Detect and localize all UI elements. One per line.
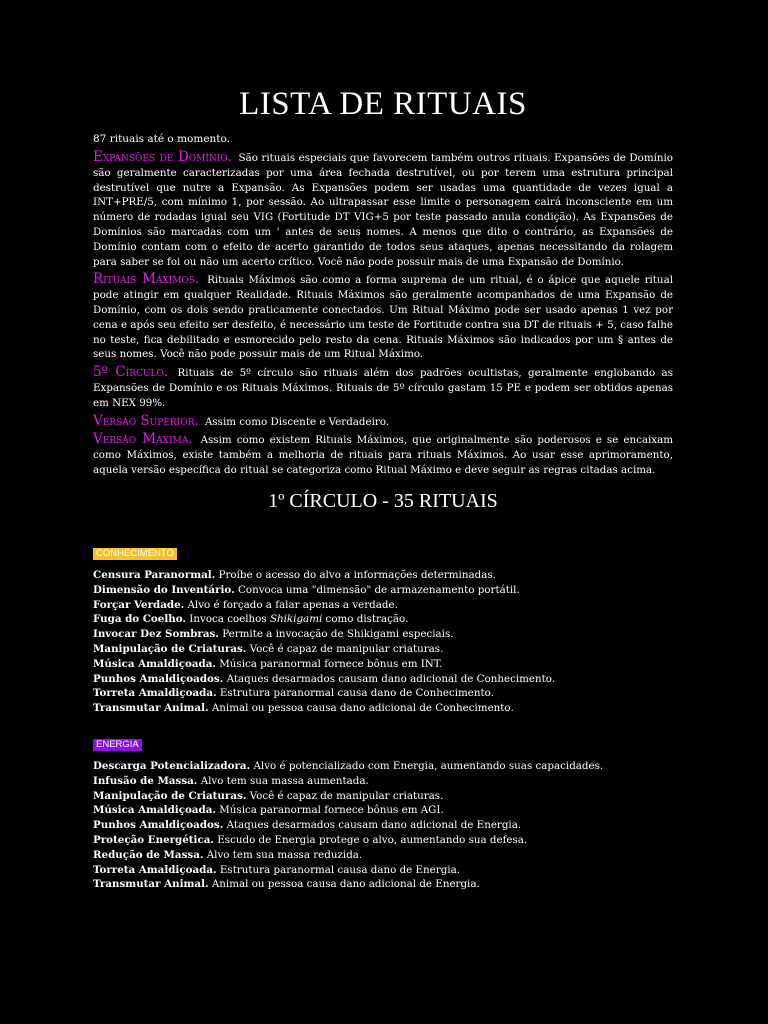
list-item [93, 568, 673, 583]
ritual-name: Dimensão do Inventário. [93, 583, 235, 596]
page-title: LISTA DE RITUAIS [239, 86, 527, 122]
ritual-name: Torreta Amaldiçoada. [93, 687, 217, 700]
ritual-name: Infusão de Massa. [93, 774, 198, 787]
ritual-desc: Alvo é forçado a falar apenas a verdade. [187, 598, 398, 611]
ritual-name: Forçar Verdade. [93, 598, 185, 611]
ritual-desc: Animal ou pessoa causa dano adicional de Energia. [211, 878, 480, 891]
list-item [93, 701, 673, 716]
ritual-name: Descarga Potencializadora. [93, 760, 251, 772]
list-item [93, 759, 673, 774]
list-item [93, 627, 673, 642]
ritual-name: Punhos Amaldiçoados. [93, 819, 224, 832]
ritual-name: Música Amaldiçoada. [93, 804, 216, 817]
ritual-name: Transmutar Animal. [93, 702, 209, 715]
ritual-desc: Convoca uma "dimensão" de armazenamento portátil. [238, 583, 520, 596]
intro-paragraph [93, 432, 673, 477]
paragraph-text: Rituais Máximos são como a forma suprema de um ritual, é o ápice que aquele ritual pode atingir em qualquer Realidade. Rituais Máximos são geralmente acompanhados de uma Expansão de Domínio, com os dois sendo praticamente conectados. Um Ritual Máximo pode ser usado apenas 1 vez por cena e após seu efeito ser desfeito, é necessário um teste de Fortitude contra sua DT de rituais + 5, caso falhe no teste, fica debilitado e esmorecido pelo resto da cena. Rituais Máximos são indicados por um § antes de seus nomes. Você não pode possuir mais de um Ritual Máximo. [93, 274, 673, 361]
paragraph-lead: 5º Círculo. [93, 364, 169, 381]
ritual-count: 87 rituais até o momento. [93, 133, 230, 145]
ritual-desc-emphasis: Shikigami [269, 613, 323, 626]
ritual-desc: Alvo é potencializado com Energia, aumentando suas capacidades. [253, 760, 604, 772]
intro-paragraph [93, 272, 673, 362]
list-item [93, 583, 673, 598]
ritual-desc: Animal ou pessoa causa dano adicional de Conhecimento. [211, 702, 514, 715]
intro-paragraph [93, 414, 673, 430]
element-tag-conhecimento: CONHECIMENTO [93, 548, 177, 560]
ritual-desc: Ataques desarmados causam dano adicional de Energia. [226, 819, 522, 832]
paragraph-lead: Versão Superior. [93, 412, 199, 429]
ritual-name: Manipulação de Criaturas. [93, 789, 247, 802]
list-item [93, 686, 673, 701]
ritual-name: Invocar Dez Sombras. [93, 628, 219, 641]
ritual-desc: Alvo tem sua massa reduzida. [206, 848, 363, 861]
ritual-desc: Permite a invocação de Shikigami especiais. [222, 628, 454, 641]
group-conhecimento [93, 541, 673, 716]
paragraph-text: São rituais especiais que favorecem também outros rituais. Expansões de Domínio são geralmente caracterizadas por uma área fechada destrutível, ou por terem uma estrutura principal destrutível que nutre a Expansão. As Expansões podem ser usadas uma quantidade de vezes igual a INT+PRE/5, com mínimo 1, por sessão. Ao ultrapassar esse limite o personagem cairá inconsciente em um número de rodadas igual seu VIG (Fortitude DT VIG+5 por teste passado anula condição). As Expansões de Domínios são marcadas com um ' antes de seus nomes. A menos que dito o contrário, as Expansões de Domínio contam com o efeito de acerto garantido de todos seus ataques, apenas necessitando da rolagem para saber se foi ou não um acerto crítico. Você não pode possuir mais de uma Expansão de Domínio. [93, 152, 673, 268]
list-item [93, 598, 673, 613]
group-energia [93, 732, 673, 892]
ritual-name: Transmutar Animal. [93, 878, 209, 891]
list-item [93, 672, 673, 687]
element-tag-energia: ENERGIA [93, 739, 142, 751]
intro-section [93, 150, 673, 481]
ritual-desc: Estrutura paranormal causa dano de Conhecimento. [219, 687, 494, 700]
ritual-list [93, 759, 673, 892]
ritual-name: Punhos Amaldiçoados. [93, 672, 224, 685]
ritual-desc: Alvo tem sua massa aumentada. [200, 774, 369, 787]
list-item [93, 863, 673, 878]
ritual-name: Música Amaldiçoada. [93, 657, 216, 670]
list-item [93, 848, 673, 863]
ritual-list [93, 568, 673, 716]
intro-paragraph [93, 150, 673, 269]
ritual-desc: Estrutura paranormal causa dano de Energia. [219, 863, 460, 876]
list-item [93, 774, 673, 789]
ritual-name: Manipulação de Criaturas. [93, 642, 247, 655]
paragraph-text: Assim como existem Rituais Máximos, que originalmente são poderosos e se encaixam como Máximos, existe também a melhoria de rituais para rituais Máximos. Ao usar esse aprimoramento, aquela versão específica do ritual se categoriza como Ritual Máximo e deve seguir as regras citadas acima. [93, 434, 673, 476]
ritual-desc: Música paranormal fornece bônus em INT. [219, 657, 443, 670]
ritual-name: Fuga do Coelho. [93, 613, 187, 626]
ritual-name: Proteção Energética. [93, 833, 214, 846]
ritual-desc: Você é capaz de manipular criaturas. [249, 642, 444, 655]
list-item [93, 818, 673, 833]
list-item [93, 657, 673, 672]
list-item [93, 642, 673, 657]
paragraph-lead: Versão Máxima. [93, 431, 193, 448]
intro-paragraph [93, 365, 673, 410]
list-item [93, 612, 673, 627]
ritual-desc: Invoca coelhos [189, 613, 267, 626]
section-heading: 1º CÍRCULO - 35 RITUAIS [268, 490, 498, 512]
ritual-name: Censura Paranormal. [93, 569, 216, 581]
ritual-name: Torreta Amaldiçoada. [93, 863, 217, 876]
list-item [93, 833, 673, 848]
ritual-desc: Você é capaz de manipular criaturas. [249, 789, 444, 802]
ritual-desc: Escudo de Energia protege o alvo, aumentando sua defesa. [217, 833, 528, 846]
paragraph-text: Rituais de 5º círculo são rituais além dos padrões ocultistas, geralmente englobando as Expansões de Domínio e os Rituais Máximos. Rituais de 5º círculo gastam 15 PE e podem ser obtidos apenas em NEX 99%. [93, 367, 673, 409]
paragraph-lead: Expansões de Domínio. [93, 149, 233, 165]
ritual-name: Redução de Massa. [93, 848, 204, 861]
paragraph-text: Assim como Discente e Verdadeiro. [204, 415, 390, 428]
ritual-desc: Ataques desarmados causam dano adicional de Conhecimento. [226, 672, 556, 685]
ritual-desc: como distração. [325, 613, 409, 626]
list-item [93, 789, 673, 804]
ritual-desc: Proíbe o acesso do alvo a informações determinadas. [218, 569, 496, 581]
list-item [93, 877, 673, 892]
paragraph-lead: Rituais Máximos. [93, 271, 200, 288]
ritual-desc: Música paranormal fornece bônus em AGI. [219, 804, 444, 817]
list-item [93, 803, 673, 818]
